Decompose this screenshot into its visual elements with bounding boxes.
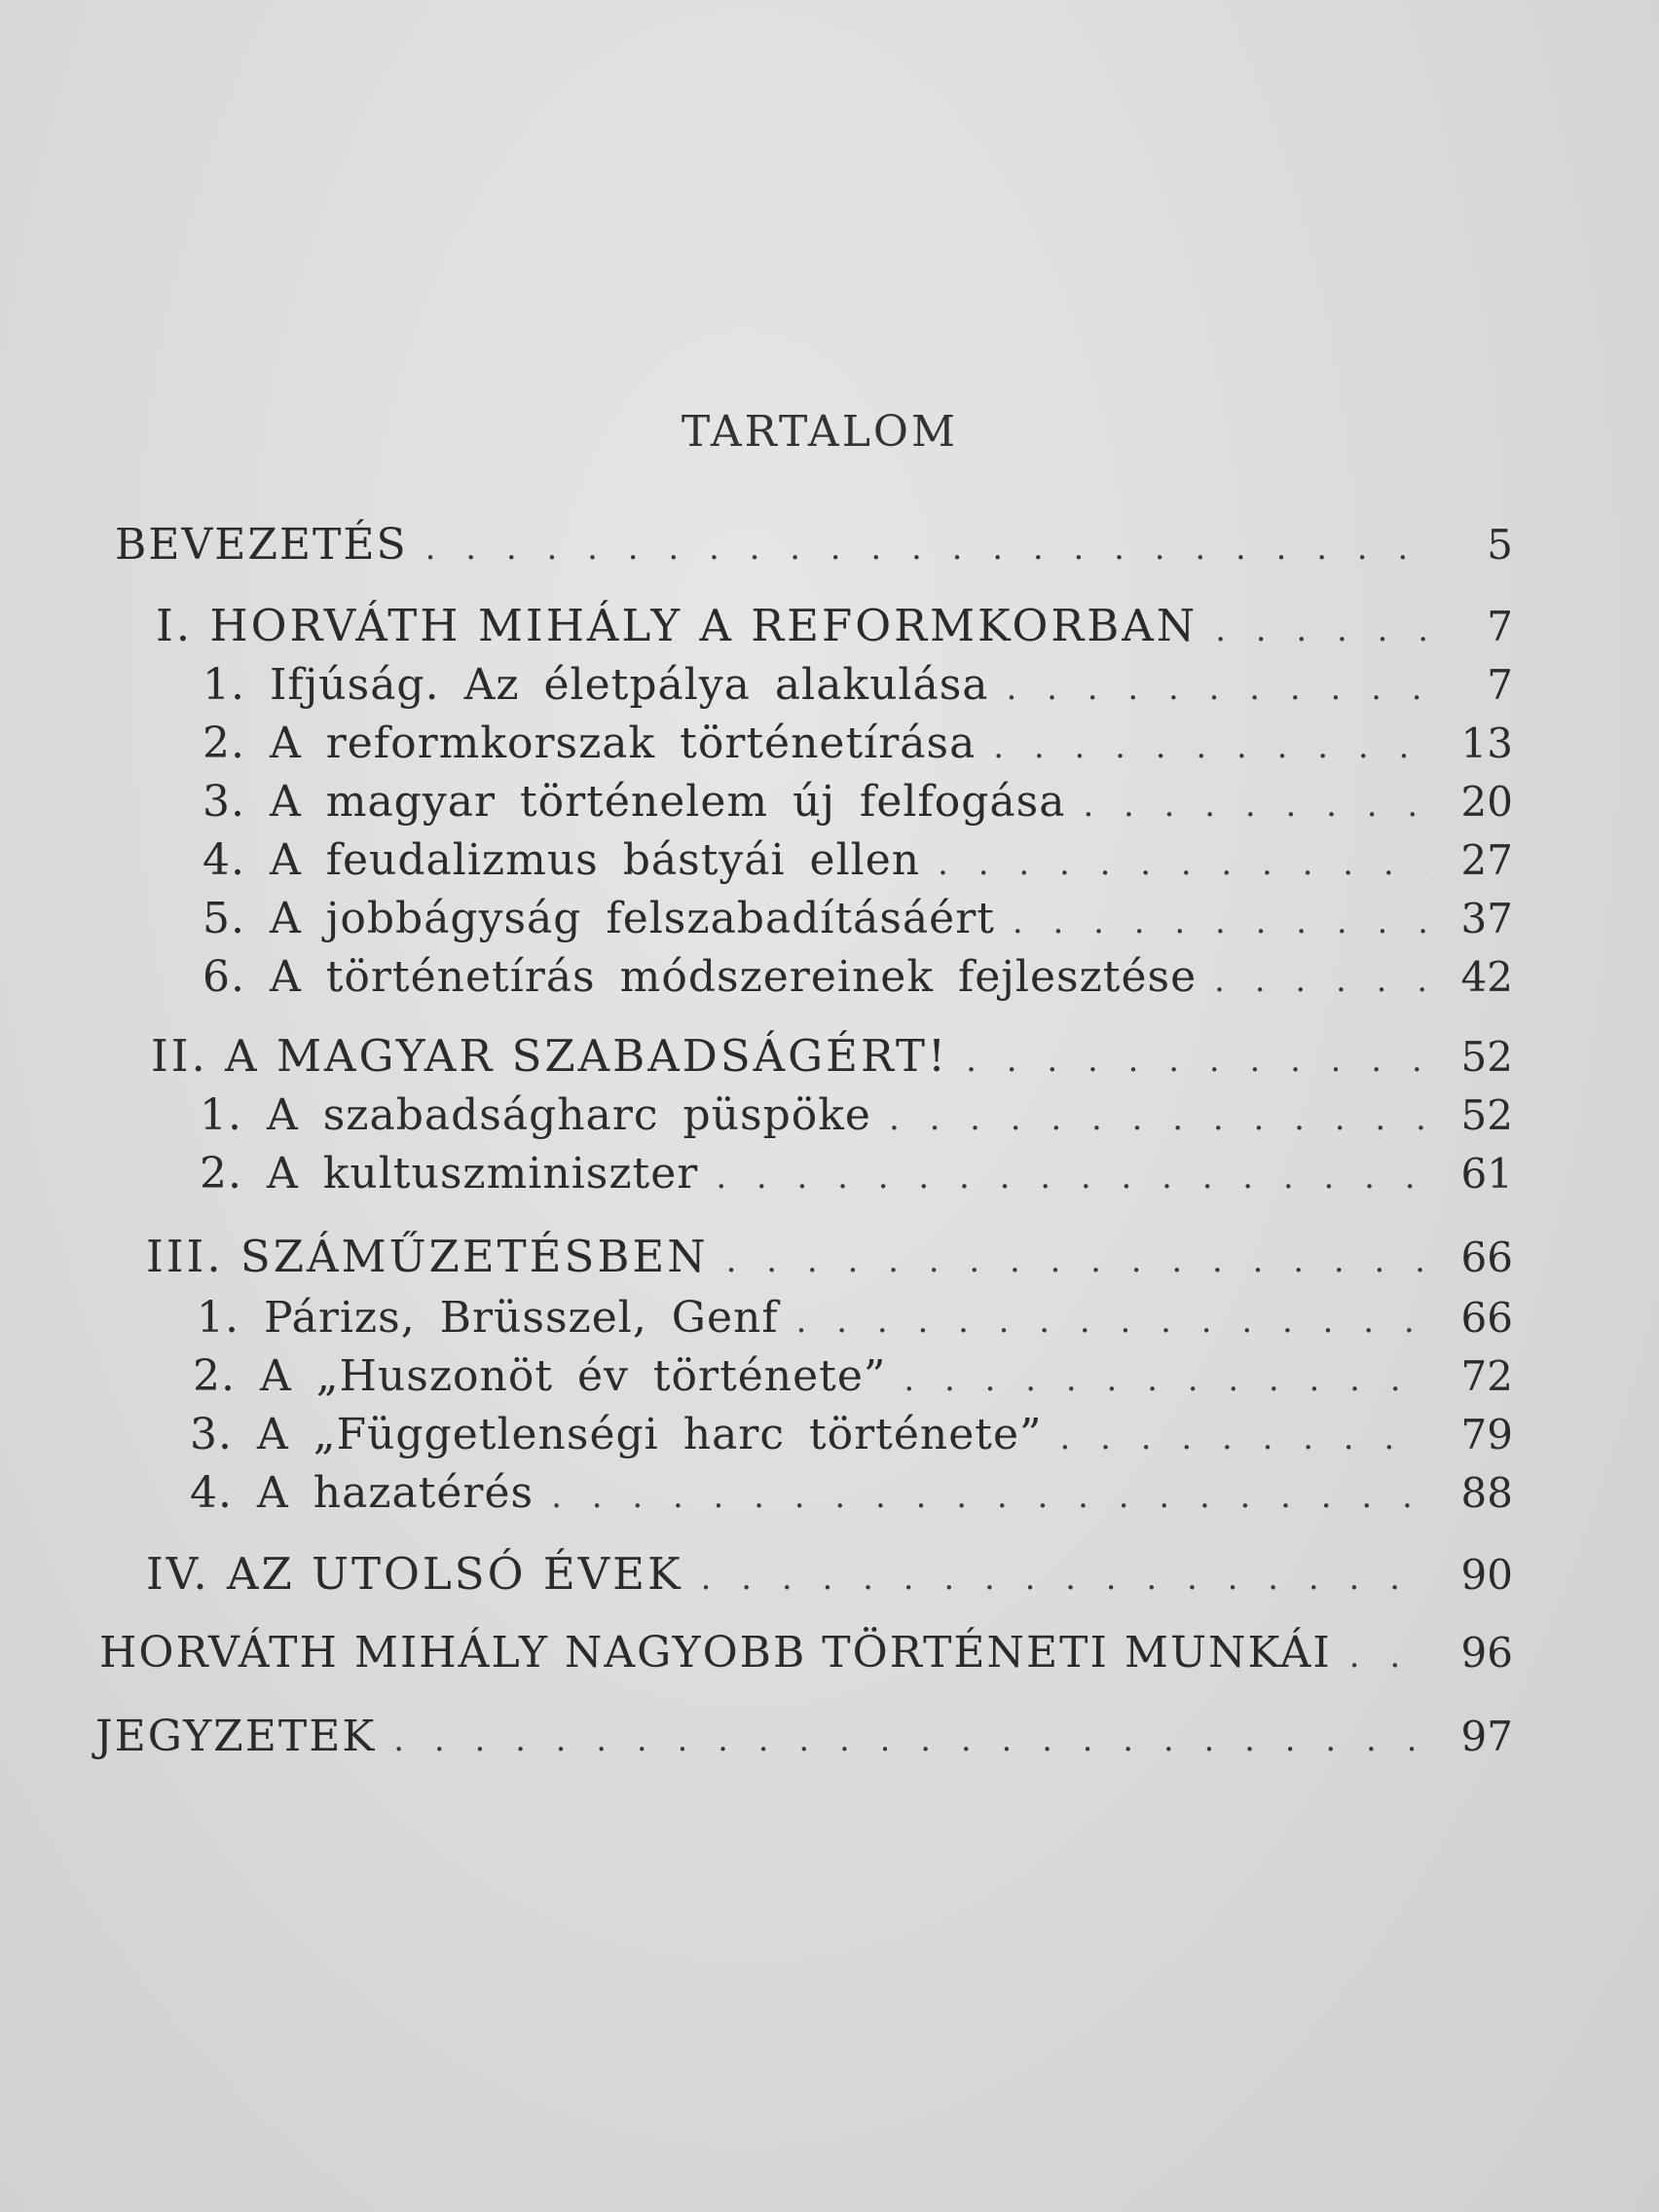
toc-entry-section-1-4 [203, 835, 1513, 885]
toc-entry-label: 1. Párizs, Brüsszel, Genf [197, 1293, 779, 1343]
toc-entry-section-3-1 [197, 1293, 1513, 1343]
dot-leader [1349, 1640, 1427, 1673]
dot-leader [393, 1723, 1427, 1756]
dot-leader [551, 1480, 1427, 1513]
toc-entry-works [99, 1628, 1513, 1677]
toc-page-number: 37 [1460, 895, 1513, 942]
toc-entry-bevezetes [115, 520, 1513, 570]
dot-leader [726, 1244, 1427, 1277]
dot-leader [993, 730, 1427, 763]
toc-entry-label: 2. A kultuszminiszter [200, 1149, 699, 1198]
toc-page-number: 7 [1487, 661, 1513, 709]
toc-entry-section-1-2 [203, 719, 1513, 768]
toc-entry-label: III. SZÁMŰZETÉSBEN [146, 1231, 709, 1282]
toc-page-number: 66 [1460, 1294, 1513, 1342]
dot-leader [903, 1363, 1427, 1396]
toc-page-number: 61 [1460, 1150, 1513, 1198]
toc-page-number: 88 [1460, 1469, 1513, 1517]
toc-entry-chapter-3 [146, 1231, 1513, 1282]
toc-entry-label: II. A MAGYAR SZABADSÁGÉRT! [151, 1030, 949, 1082]
toc-page-number: 72 [1460, 1352, 1513, 1400]
toc-entry-section-2-2 [200, 1149, 1513, 1198]
toc-entry-section-3-2 [193, 1351, 1513, 1401]
toc-page-number: 97 [1460, 1713, 1513, 1760]
toc-entry-section-2-1 [200, 1090, 1513, 1140]
toc-page-number: 79 [1460, 1411, 1513, 1458]
toc-entry-label: 4. A feudalizmus bástyái ellen [203, 835, 921, 885]
toc-page-number: 52 [1460, 1091, 1513, 1139]
dot-leader [966, 1044, 1427, 1077]
toc-entry-chapter-4 [146, 1548, 1513, 1600]
dot-leader [1214, 964, 1427, 997]
toc-entry-label: 5. A jobbágyság felszabadításáért [203, 894, 995, 943]
toc-entry-label: 2. A reformkorszak történetírása [203, 719, 977, 768]
toc-entry-label: I. HORVÁTH MIHÁLY A REFORMKORBAN [156, 600, 1198, 651]
page-title: TARTALOM [681, 407, 959, 457]
toc-entry-label: JEGYZETEK [95, 1712, 377, 1761]
toc-entry-label: 1. A szabadságharc püspöke [200, 1090, 871, 1140]
toc-page-number: 90 [1460, 1551, 1513, 1599]
toc-entry-notes [95, 1712, 1513, 1761]
toc-entry-section-3-4 [190, 1468, 1513, 1518]
toc-entry-section-1-3 [203, 777, 1513, 827]
dot-leader [1013, 905, 1427, 939]
toc-entry-section-1-6 [203, 952, 1513, 1002]
toc-entry-label: BEVEZETÉS [115, 520, 408, 570]
toc-page-number: 20 [1460, 778, 1513, 826]
toc-entry-label: 1. Ifjúság. Az életpálya alakulása [203, 660, 989, 710]
dot-leader [1060, 1421, 1428, 1455]
dot-leader [716, 1161, 1427, 1194]
toc-page-number: 27 [1460, 836, 1513, 884]
toc-page-number: 7 [1487, 603, 1513, 650]
dot-leader [889, 1102, 1427, 1135]
toc-entry-chapter-1 [156, 600, 1513, 651]
toc-page-number: 66 [1460, 1234, 1513, 1281]
toc-page-number: 5 [1487, 521, 1513, 569]
dot-leader [938, 847, 1427, 880]
toc-page-number: 52 [1460, 1033, 1513, 1081]
toc-page-number: 13 [1460, 719, 1513, 767]
toc-entry-label: 3. A „Függetlenségi harc története” [190, 1410, 1043, 1459]
toc-entry-label: 4. A hazatérés [190, 1468, 535, 1518]
toc-entry-section-3-3 [190, 1410, 1513, 1459]
toc-entry-section-1-5 [203, 894, 1513, 943]
toc-entry-chapter-2 [151, 1030, 1513, 1082]
toc-entry-label: IV. AZ UTOLSÓ ÉVEK [146, 1548, 683, 1600]
dot-leader [1007, 672, 1427, 705]
dot-leader [701, 1562, 1427, 1595]
toc-page-number: 96 [1460, 1629, 1513, 1677]
dot-leader [425, 532, 1427, 565]
toc-entry-label: 3. A magyar történelem új felfogása [203, 777, 1066, 827]
toc-entry-section-1-1 [203, 660, 1513, 710]
toc-page-number: 42 [1460, 953, 1513, 1001]
toc-entry-label: HORVÁTH MIHÁLY NAGYOBB TÖRTÉNETI MUNKÁI [99, 1628, 1332, 1677]
dot-leader [796, 1305, 1427, 1338]
toc-entry-label: 2. A „Huszonöt év története” [193, 1351, 887, 1401]
dot-leader [1215, 613, 1427, 646]
toc-entry-label: 6. A történetírás módszereinek fejlesztése [203, 952, 1198, 1002]
dot-leader [1083, 789, 1427, 822]
